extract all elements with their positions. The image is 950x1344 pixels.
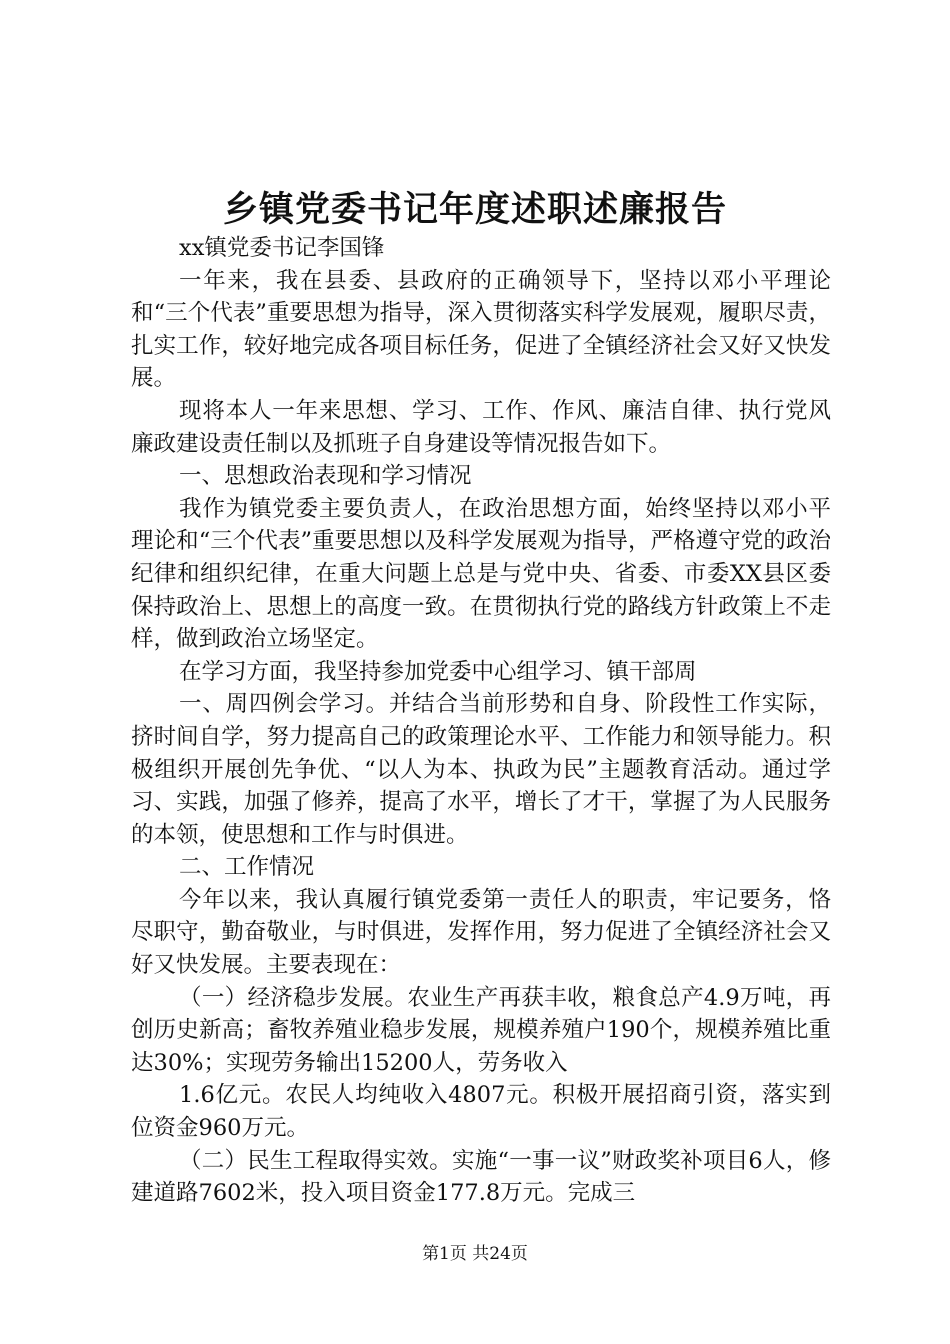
paragraph: 在学习方面，我坚持参加党委中心组学习、镇干部周 (179, 658, 697, 685)
paragraph: 一年来，我在县委、县政府的正确领导下，坚持以邓小平理论和“三个代表”重要思想为指导，深入贯彻落实科学发展观，履职尽责，扎实工作，较好地完成各项目标任务，促进了全镇经济社会又好又快发展。 (131, 267, 831, 392)
paragraph: 1.6亿元。农民人均纯收入4807元。积极开展招商引资，落实到位资金960万元。 (131, 1082, 831, 1142)
paragraph: （一）经济稳步发展。农业生产再获丰收，粮食总产4.9万吨，再创历史新高；畜牧养殖业稳步发展，规模养殖户190个，规模养殖比重达30%；实现劳务输出15200人，劳务收入 (131, 984, 831, 1076)
paragraph: 今年以来，我认真履行镇党委第一责任人的职责，牢记要务，恪尽职守，勤奋敬业，与时俱进，发挥作用，努力促进了全镇经济社会又好又快发展。主要表现在： (131, 886, 831, 979)
author-line: xx镇党委书记李国锋 (179, 235, 385, 261)
document-body (131, 232, 831, 1210)
paragraph: 我作为镇党委主要负责人，在政治思想方面，始终坚持以邓小平理论和“三个代表”重要思想以及科学发展观为指导，严格遵守党的政治纪律和组织纪律，在重大问题上总是与党中央、省委、市委XX县区委保持政治上、思想上的高度一致。在贯彻执行党的路线方针政策上不走样，做到政治立场坚定。 (131, 495, 831, 653)
paragraph: （二）民生工程取得实效。实施“一事一议”财政奖补项目6人，修建道路7602米，投入项目资金177.8万元。完成三 (131, 1147, 831, 1207)
section-heading: 一、思想政治表现和学习情况 (179, 463, 472, 490)
document-title: 乡镇党委书记年度述职述廉报告 (222, 189, 727, 230)
paragraph: 一、周四例会学习。并结合当前形势和自身、阶段性工作实际，挤时间自学，努力提高自己的政策理论水平、工作能力和领导能力。积极组织开展创先争优、“以人为本、执政为民”主题教育活动。通过学习、实践，加强了修养，提高了水平，增长了才干，掌握了为人民服务的本领，使思想和工作与时俱进。 (131, 691, 831, 848)
section-heading: 二、工作情况 (179, 854, 315, 881)
page-number: 第1页 共24页 (422, 1244, 528, 1264)
paragraph: 现将本人一年来思想、学习、工作、作风、廉洁自律、执行党风廉政建设责任制以及抓班子自身建设等情况报告如下。 (131, 397, 831, 457)
